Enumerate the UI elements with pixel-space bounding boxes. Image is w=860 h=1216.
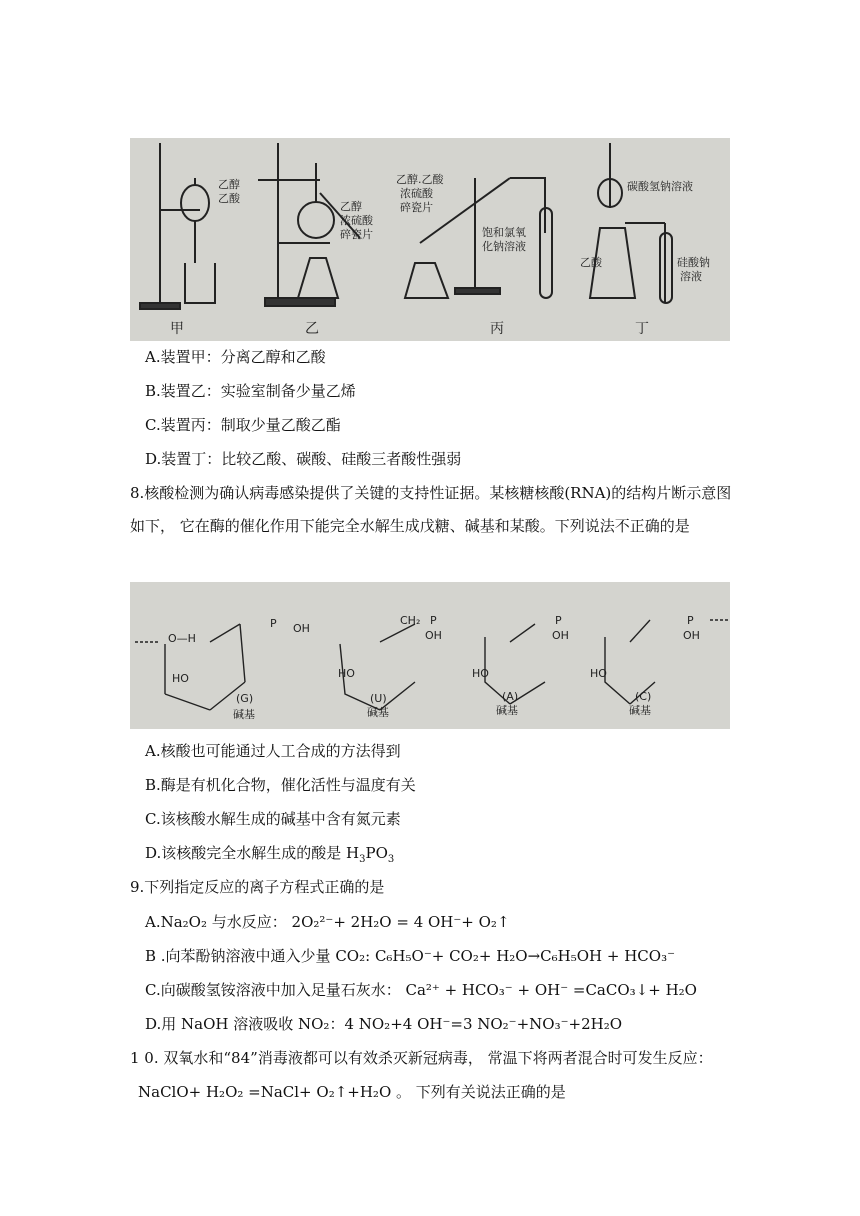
bing-label-2: 浓硫酸 bbox=[400, 187, 433, 200]
oh-group-1: OH bbox=[293, 622, 310, 635]
p-atom-3: P bbox=[555, 614, 562, 627]
yi-label-2: 浓硫酸 bbox=[340, 214, 373, 227]
ho-ring-3: HO bbox=[472, 667, 489, 680]
q10-stem-line2: NaClO+ H₂O₂ =NaCl+ O₂↑+H₂O 。 下列有关说法正确的是 bbox=[138, 1083, 566, 1101]
ho-ring-2: HO bbox=[338, 667, 355, 680]
oh-group-4: OH bbox=[683, 629, 700, 642]
apparatus-drawing bbox=[130, 138, 730, 341]
q8-option-c: C.该核酸水解生成的碱基中含有氮元素 bbox=[145, 810, 401, 828]
bing-label-3: 碎瓷片 bbox=[400, 201, 433, 214]
ding-label-1: 碳酸氢钠溶液 bbox=[627, 180, 693, 193]
oh-group-2: OH bbox=[425, 629, 442, 642]
q8-stem-line2: 如下， 它在酶的催化作用下能完全水解生成戊糖、碱基和某酸。下列说法不正确的是 bbox=[130, 517, 690, 535]
rna-structure-drawing bbox=[130, 582, 730, 729]
q7-option-a: A.装置甲：分离乙醇和乙酸 bbox=[145, 348, 326, 366]
ch2-group-1: CH₂ bbox=[400, 614, 421, 627]
rna-structure-figure bbox=[130, 582, 730, 729]
q7-option-d: D.装置丁：比较乙酸、碳酸、硅酸三者酸性强弱 bbox=[145, 450, 462, 468]
q8-option-b: B.酶是有机化合物，催化活性与温度有关 bbox=[145, 776, 416, 794]
yi-label-1: 乙醇 bbox=[340, 200, 362, 213]
base-g: (G) bbox=[236, 692, 254, 705]
ho-ring-1: HO bbox=[172, 672, 189, 685]
jia-label-1: 乙醇 bbox=[218, 178, 240, 191]
q10-stem-line1: 1 0. 双氧水和“84”消毒液都可以有效杀灭新冠病毒， 常温下将两者混合时可发生反应： bbox=[130, 1049, 713, 1067]
base-a: (A) bbox=[502, 690, 519, 703]
p-atom-4: P bbox=[687, 614, 694, 627]
q8-option-d-mid: PO bbox=[365, 844, 388, 862]
q7-option-b: B.装置乙：实验室制备少量乙烯 bbox=[145, 382, 356, 400]
q7-option-c: C.装置丙：制取少量乙酸乙酯 bbox=[145, 416, 341, 434]
label-bing: 丙 bbox=[490, 321, 504, 337]
q8-stem-line1: 8.核酸检测为确认病毒感染提供了关键的支持性证据。某核糖核酸(RNA)的结构片断示意图 bbox=[130, 484, 732, 502]
q8-option-d-sub1: 3 bbox=[359, 854, 366, 865]
yi-label-3: 碎瓷片 bbox=[340, 228, 373, 241]
base-c: (C) bbox=[635, 690, 652, 703]
p-atom-2: P bbox=[430, 614, 437, 627]
base-u: (U) bbox=[370, 692, 387, 705]
q8-option-d-prefix: D.该核酸完全水解生成的酸是 H bbox=[145, 844, 360, 862]
bing-label-5: 化钠溶液 bbox=[482, 240, 526, 253]
apparatus-figure bbox=[130, 138, 730, 341]
base-label-2: 碱基 bbox=[367, 706, 389, 719]
oh-ring-1: O—H bbox=[168, 632, 196, 645]
q9-stem: 9.下列指定反应的离子方程式正确的是 bbox=[130, 878, 385, 896]
oh-group-3: OH bbox=[552, 629, 569, 642]
ding-label-2: 乙酸 bbox=[580, 256, 602, 269]
q9-option-c: C.向碳酸氢铵溶液中加入足量石灰水： Ca²⁺ + HCO₃⁻ + OH⁻ =CaCO₃↓+ H₂O bbox=[145, 981, 697, 999]
base-label-4: 碱基 bbox=[629, 704, 651, 717]
q9-option-a: A.Na₂O₂ 与水反应： 2O₂²⁻+ 2H₂O = 4 OH⁻+ O₂↑ bbox=[145, 913, 510, 931]
label-ding: 丁 bbox=[635, 321, 649, 337]
q8-option-d-sub2: 3 bbox=[387, 854, 395, 865]
ding-label-4: 溶液 bbox=[680, 270, 702, 283]
base-label-1: 碱基 bbox=[233, 708, 255, 721]
bing-label-4: 饱和氯氧 bbox=[482, 226, 526, 239]
bing-label-1: 乙醇.乙酸 bbox=[396, 173, 444, 186]
q9-option-b: B .向苯酚钠溶液中通入少量 CO₂: C₆H₅O⁻+ CO₂+ H₂O→C₆H₅OH + HCO₃⁻ bbox=[145, 947, 676, 965]
label-jia: 甲 bbox=[170, 321, 184, 337]
jia-label-2: 乙酸 bbox=[218, 192, 240, 205]
ho-ring-4: HO bbox=[590, 667, 607, 680]
q8-option-d bbox=[145, 843, 394, 870]
ding-label-3: 硅酸钠 bbox=[677, 256, 710, 269]
p-atom-1: P bbox=[270, 617, 277, 630]
label-yi: 乙 bbox=[305, 321, 319, 337]
q8-option-a: A.核酸也可能通过人工合成的方法得到 bbox=[145, 742, 401, 760]
base-label-3: 碱基 bbox=[496, 704, 518, 717]
q9-option-d: D.用 NaOH 溶液吸收 NO₂：4 NO₂+4 OH⁻=3 NO₂⁻+NO₃⁻+2H₂O bbox=[145, 1015, 623, 1033]
